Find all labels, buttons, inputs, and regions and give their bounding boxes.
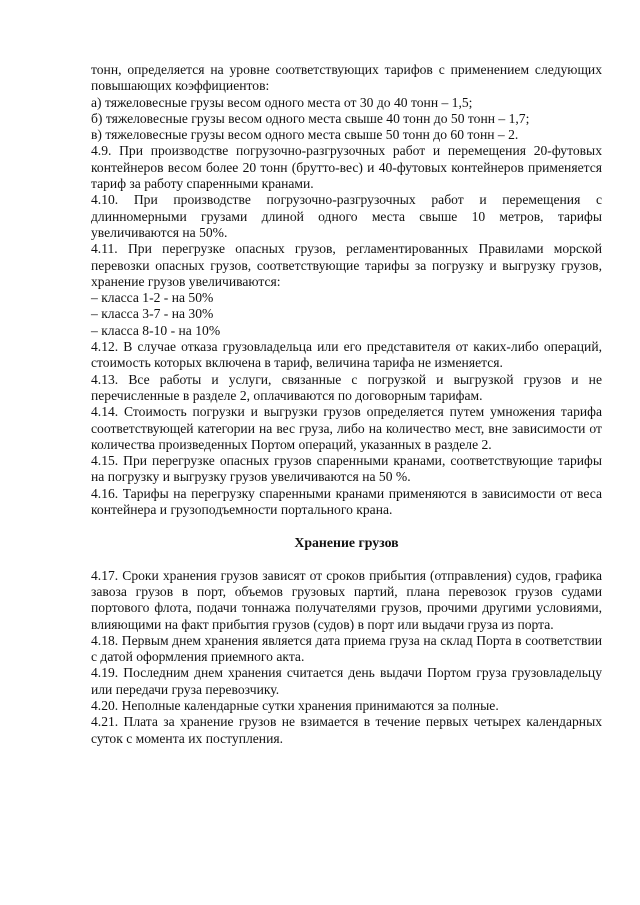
section-heading-storage: Хранение грузов xyxy=(294,535,399,551)
paragraph-4-9: 4.9. При производстве погрузочно-разгрузочных работ и перемещения 20-футовых контейнеров весом более 20 тонн (брутто-вес) и 40-футовых контейнеров применяется тариф за работу спаренными кранами. xyxy=(91,143,602,192)
paragraph-4-13: 4.13. Все работы и услуги, связанные с погрузкой и выгрузкой грузов и не перечисленные в разделе 2, оплачиваются по договорным тарифам. xyxy=(91,371,602,403)
paragraph-4-16: 4.16. Тарифы на перегрузку спаренными кранами применяются в зависимости от веса контейнера и грузоподъемности портального крана. xyxy=(91,485,602,518)
paragraph-4-12: 4.12. В случае отказа грузовладельца или его представителя от каких-либо операций, стоимость которых включена в тариф, величина тарифа не изменяется. xyxy=(91,339,602,371)
spacer xyxy=(91,552,602,568)
paragraph-4-17: 4.17. Сроки хранения грузов зависят от сроков прибытия (отправления) судов, графика завоза грузов в порт, объемов грузовых партий, плана перевозок грузов судами портового флота, подачи тоннажа получателями грузов, прочими другими условиями, влияющими на факт прибытия грузов (судов) в порт или выдачи груза из порта. xyxy=(91,567,602,632)
list-item-class-3-7: – класса 3-7 - на 30% xyxy=(91,306,214,322)
paragraph-4-19: 4.19. Последним днем хранения считается день выдачи Портом груза грузовладельцу или передачи груза перевозчику. xyxy=(91,665,602,697)
paragraph-4-20: 4.20. Неполные календарные сутки хранения принимаются за полные. xyxy=(91,697,499,713)
spacer xyxy=(91,518,602,535)
list-item-class-8-10: – класса 8-10 - на 10% xyxy=(91,322,221,338)
list-item-coefficient-a: а) тяжеловесные грузы весом одного места от 30 до 40 тонн – 1,5; xyxy=(91,94,473,110)
paragraph-4-11: 4.11. При перегрузке опасных грузов, регламентированных Правилами морской перевозки опасных грузов, соответствующие тарифы за погрузку и выгрузку грузов, хранение грузов увеличиваются: xyxy=(91,241,602,289)
list-item-coefficient-b: б) тяжеловесные грузы весом одного места свыше 40 тонн до 50 тонн – 1,7; xyxy=(91,110,530,126)
list-item-class-1-2: – класса 1-2 - на 50% xyxy=(91,290,214,306)
paragraph-coefficients-intro: тонн, определяется на уровне соответствующих тарифов с применением следующих повышающих коэффициентов: xyxy=(91,62,602,94)
list-item-coefficient-c: в) тяжеловесные грузы весом одного места свыше 50 тонн до 60 тонн – 2. xyxy=(91,127,519,143)
document-body xyxy=(91,62,602,747)
paragraph-4-21: 4.21. Плата за хранение грузов не взимается в течение первых четырех календарных суток с момента их поступления. xyxy=(91,714,602,746)
paragraph-4-15: 4.15. При перегрузке опасных грузов спаренными кранами, соответствующие тарифы на погрузку и выгрузку грузов увеличиваются на 50 %. xyxy=(91,453,602,485)
paragraph-4-14: 4.14. Стоимость погрузки и выгрузки грузов определяется путем умножения тарифа соответствующей категории на вес груза, либо на количество мест, вне зависимости от количества произведенных Портом операций, указанных в разделе 2. xyxy=(91,404,602,452)
paragraph-4-10: 4.10. При производстве погрузочно-разгрузочных работ и перемещения с длинномерными грузами длиной одного места свыше 10 метров, тарифы увеличиваются на 50%. xyxy=(91,192,602,240)
paragraph-4-18: 4.18. Первым днем хранения является дата приема груза на склад Порта в соответствии с датой оформления приемного акта. xyxy=(91,632,602,665)
